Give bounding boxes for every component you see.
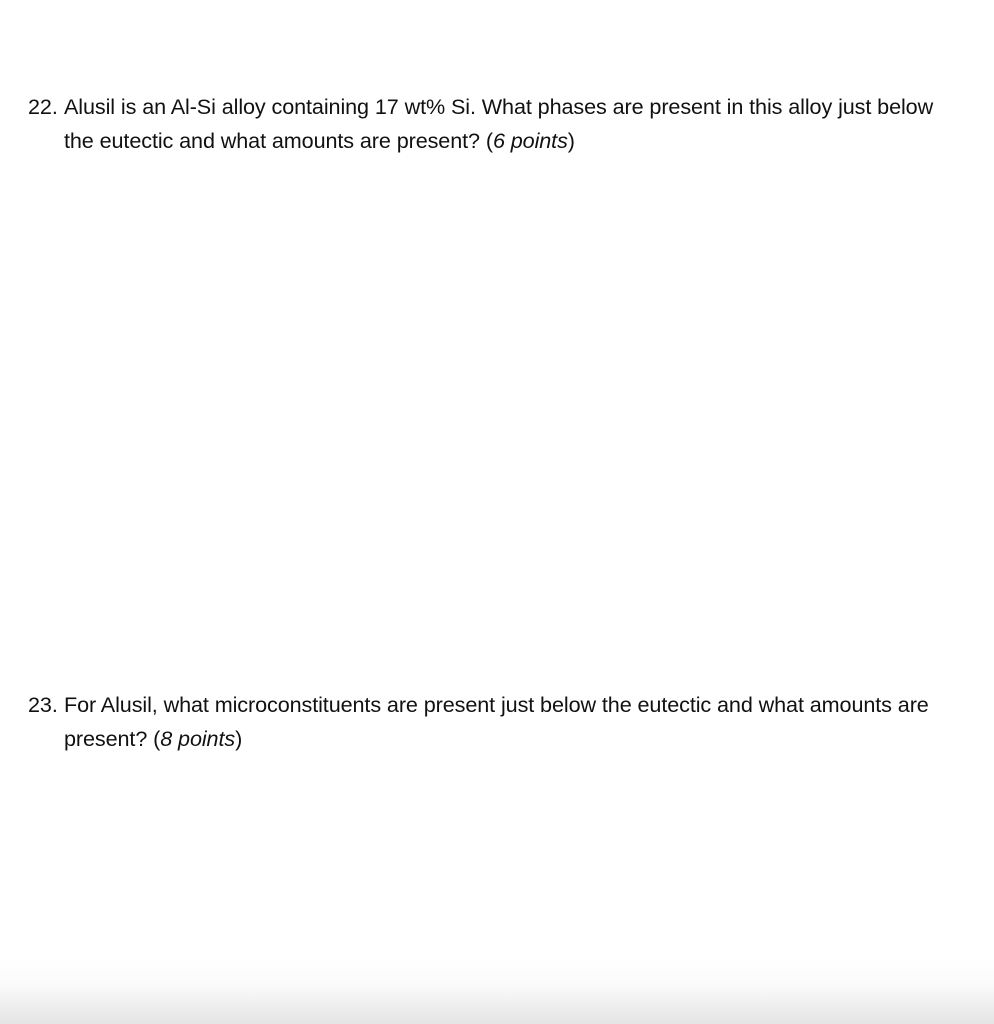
question-prompt: For Alusil, what microconstituents are present just below the eutectic and what amounts are present? [64,692,929,751]
question-prompt: Alusil is an Al-Si alloy containing 17 wt% Si. What phases are present in this alloy just below the eutectic and what amounts are present? [64,94,934,153]
question-text [64,688,958,756]
answer-space-23 [28,760,958,960]
question-22 [28,90,958,158]
question-number: 22. [28,94,58,119]
page-bottom-shadow [0,960,994,1024]
question-number: 23. [28,692,58,717]
points-value: 6 points [492,128,568,153]
points-value: 8 points [160,726,236,751]
points-label: (6 points) [485,128,575,153]
points-label: (8 points) [153,726,243,751]
question-text [64,90,958,158]
question-23 [28,688,958,756]
answer-space-22 [28,160,958,670]
